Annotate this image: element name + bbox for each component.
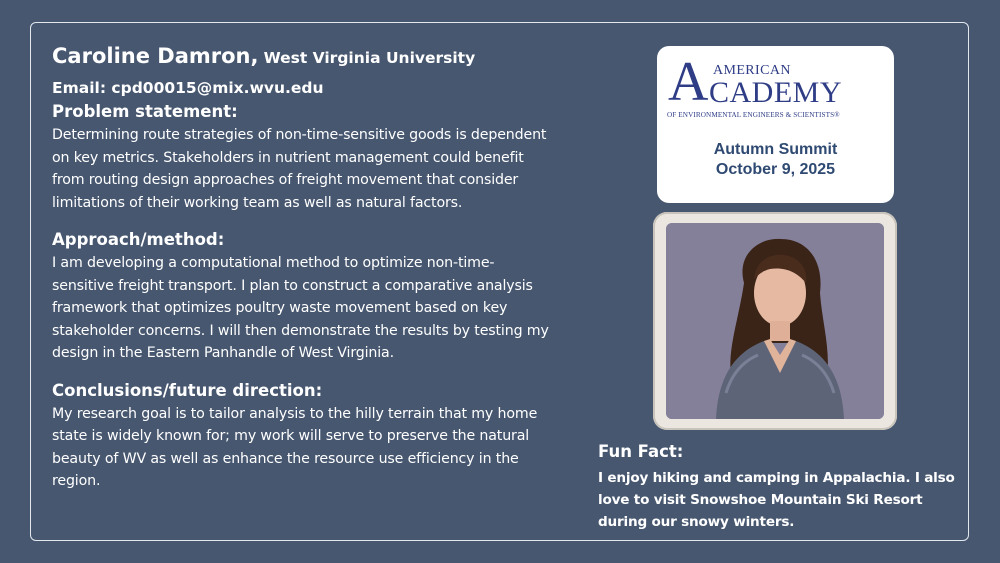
- presenter-email: Email: cpd00015@mix.wvu.edu: [52, 79, 324, 97]
- logo-academy: CADEMY: [709, 76, 843, 109]
- logo-subtitle: OF ENVIRONMENTAL ENGINEERS & SCIENTISTS®: [667, 111, 840, 119]
- event-date: October 9, 2025: [715, 161, 836, 178]
- photo-frame: [653, 212, 897, 430]
- section-conclusions: [52, 379, 612, 493]
- section-text-line: design in the Eastern Panhandle of West Virginia.: [52, 345, 394, 361]
- fun-fact-line: during our snowy winters.: [598, 514, 795, 530]
- section-text-line: sensitive freight transport. I plan to construct a comparative analysis: [52, 277, 533, 294]
- fun-fact-heading: Fun Fact:: [598, 442, 684, 461]
- section-approach-method: [52, 228, 612, 365]
- fun-fact-line: love to visit Snowshoe Mountain Ski Resort: [598, 492, 923, 508]
- presenter-name: Caroline Damron,: [52, 44, 259, 68]
- fun-fact-line: I enjoy hiking and camping in Appalachia. I also: [598, 470, 955, 486]
- event-name: Autumn Summit: [713, 141, 838, 158]
- academy-logo: [667, 51, 887, 128]
- logo-american: AMERICAN: [713, 63, 791, 78]
- section-text-line: beauty of WV as well as enhance the resource use efficiency in the: [52, 450, 519, 467]
- section-heading: Problem statement:: [52, 102, 238, 121]
- abstract-column: [52, 42, 612, 493]
- section-problem-statement: [52, 100, 612, 214]
- section-heading: Conclusions/future direction:: [52, 380, 323, 400]
- section-text-line: I am developing a computational method to optimize non-time-: [52, 255, 495, 271]
- portrait-illustration: [666, 223, 884, 419]
- section-text-line: from routing design approaches of freight movement that consider: [52, 172, 519, 188]
- section-text-line: stakeholder concerns. I will then demonstrate the results by testing my: [52, 322, 549, 339]
- event-logo-card: [657, 46, 894, 203]
- section-heading: Approach/method:: [52, 230, 225, 249]
- presenter-university: West Virginia University: [263, 49, 476, 67]
- section-text-line: state is widely known for; my work will serve to preserve the natural: [52, 428, 530, 444]
- section-text-line: limitations of their working team as well as natural factors.: [52, 194, 463, 211]
- portrait-photo: [666, 223, 884, 419]
- section-text-line: on key metrics. Stakeholders in nutrient management could benefit: [52, 149, 524, 166]
- section-text-line: Determining route strategies of non-time-sensitive goods is dependent: [52, 127, 547, 143]
- fun-fact-block: [598, 441, 968, 533]
- section-text-line: framework that optimizes poultry waste movement based on key: [52, 300, 508, 316]
- section-text-line: region.: [52, 473, 101, 489]
- presenter-line: [52, 42, 612, 72]
- section-text-line: My research goal is to tailor analysis to the hilly terrain that my home: [52, 405, 538, 422]
- logo-initial: A: [668, 51, 709, 113]
